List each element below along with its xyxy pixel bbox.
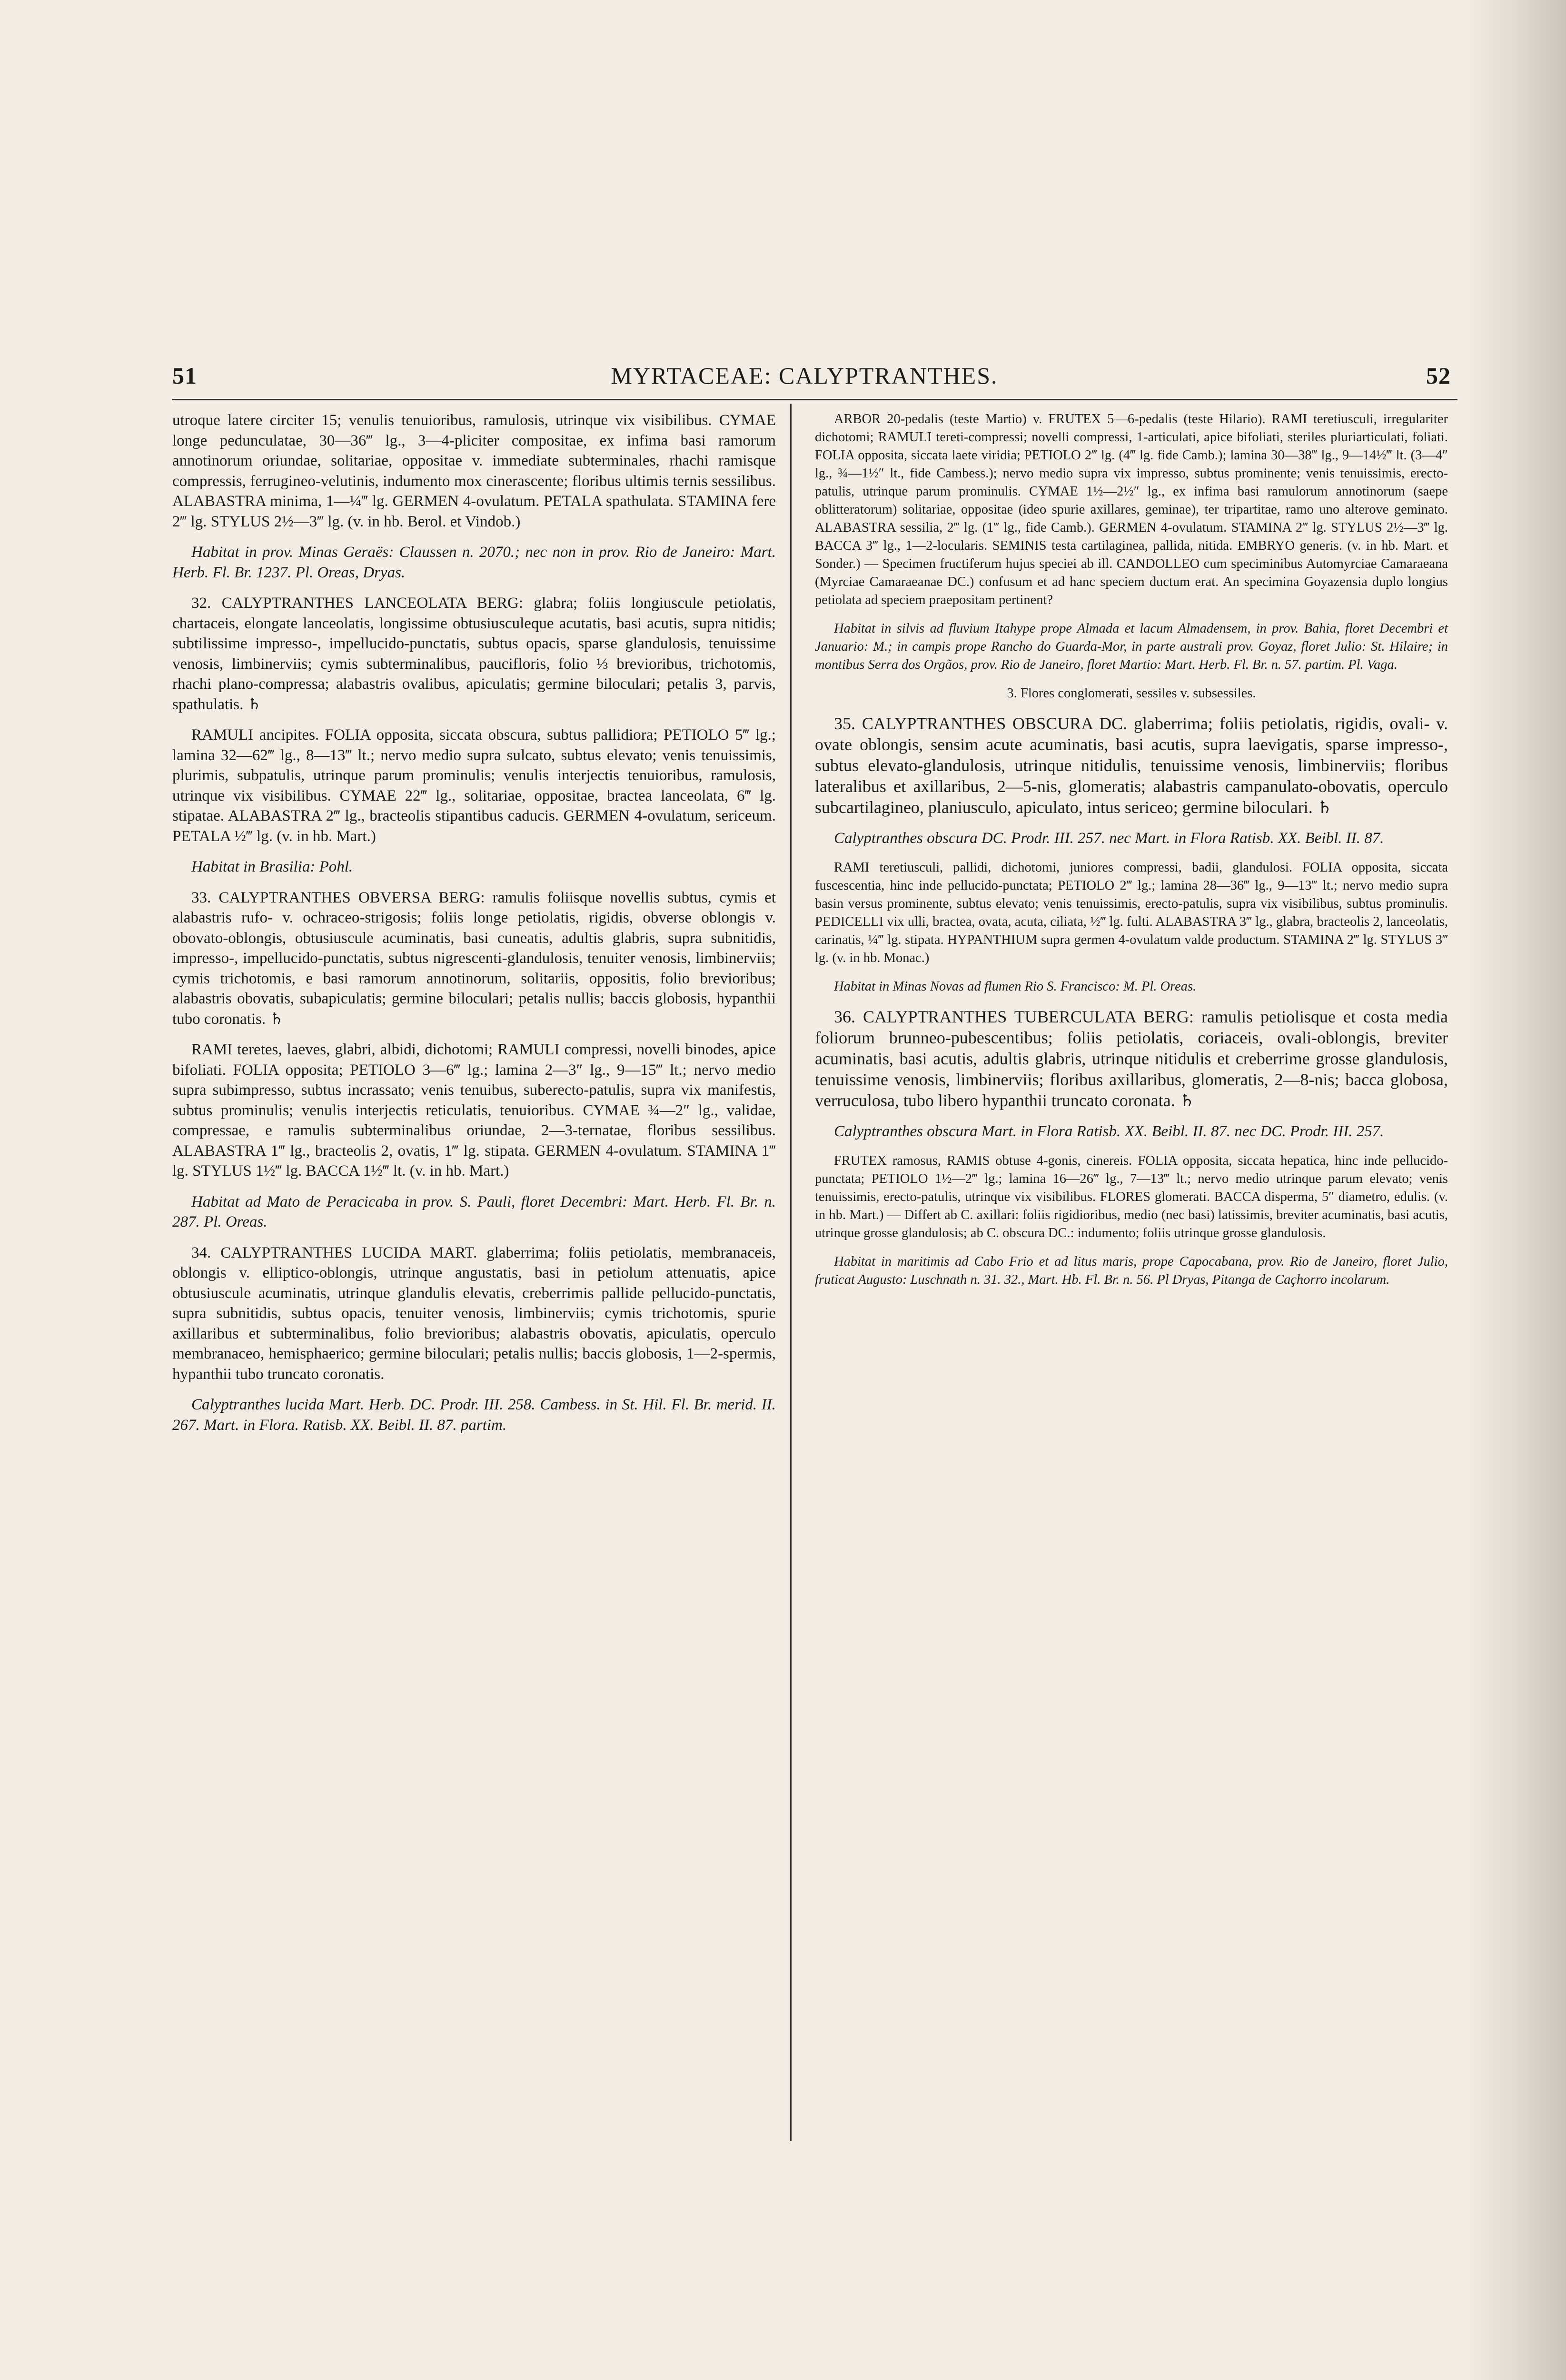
species-32-diagnosis: 32. CALYPTRANTHES LANCEOLATA BERG: glabra; foliis longiuscule petiolatis, chartaceis, elongate lanceolatis, longissime obtusiusculeque acutatis, basi acutis, supra nitidis; subtilissime impresso-, impellucido-punctatis, subtus opacis, sparse glandulosis, tenuissime venosis, limbinerviis; cymis subterminalibus, paucifloris, folio ⅓ brevioribus, trichotomis, rhachi plano-compressa; alabastris ovalibus, apiculatis; germine biloculari; petalis 3, parvis, spathulatis. ♄ <box>172 595 776 713</box>
habitat-34: Habitat in silvis ad fluvium Itahype prope Almada et lacum Almadensem, in prov. Bahia, floret Decembri et Januario: M.; in campis prope Rancho do Guarda-Mor, in parte australi prov. Goyaz, floret Julio: St. Hilaire; in montibus Serra dos Orgãos, prov. Rio de Janeiro, floret Martio: Mart. Herb. Fl. Br. n. 57. partim. Pl. Vaga. <box>815 621 1448 672</box>
column-rule <box>790 404 792 2141</box>
species-36-description: FRUTEX ramosus, RAMIS obtuse 4-gonis, cinereis. FOLIA opposita, siccata hepatica, hinc inde pellucido-punctata; PETIOLO 1½—2‴ lg.; lamina 16—26‴ lg., 7—13‴ lt.; nervo medio utrinque parum elevato; venis tenuissimis, erecto-patulis, utrinque vix visibilibus. FLORES glomerati. BACCA disperma, 5″ diametro, edulis. (v. in hb. Mart.) — Differt ab C. axillari: foliis rigidioribus, medio (nec basi) latissimis, breviter acuminatis, basi acutis, utrinque grosse glandulosis; ab C. obscura DC.: indumento; foliis utrinque grosse glandulosis. <box>815 1153 1448 1240</box>
right-column <box>815 410 1448 1289</box>
habitat-35: Habitat in Minas Novas ad flumen Rio S. Francisco: M. Pl. Oreas. <box>834 979 1197 994</box>
species-34-description: ARBOR 20-pedalis (teste Martio) v. FRUTEX 5—6-pedalis (teste Hilario). RAMI teretiusculi, irregulariter dichotomi; RAMULI tereti-compressi; novelli compressi, 1-articulati, apice bifoliati, steriles pluriarticulati, foliati. FOLIA opposita, siccata laete viridia; PETIOLO 2‴ lg. (4‴ lg. fide Camb.); lamina 30—38‴ lg., 9—14½‴ lt. (3—4″ lg., ¾—1½″ lt., fide Cambess.); nervo medio supra vix impresso, subtus prominente; venis tenuissimis, erecto-patulis, utrinque parum prominulis. CYMAE 1½—2½″ lg., ex infima basi ramulorum annotinorum (saepe oblitteratorum) solitariae, oppositae (ideo spurie axillares, geminae), ter tripartitae, ramo uno alterove geminato. ALABASTRA sessilia, 2‴ lg. (1‴ lg., fide Camb.). GERMEN 4-ovulatum. STAMINA 2‴ lg. STYLUS 2½—3‴ lg. BACCA 3‴ lg., 1—2-locularis. SEMINIS testa cartilaginea, pallida, nitida. EMBRYO generis. (v. in hb. Mart. et Sonder.) — Specimen fructiferum hujus speciei ab ill. CANDOLLEO cum speciminibus Automyrciae Camaraeana (Myrciae Camaraeanae DC.) confusum et ad hanc speciem ductum erat. An specimina Goyazensia duplo longius petiolata ad speciem praepositam pertinent? <box>815 412 1448 607</box>
page-number-right: 52 <box>1426 362 1451 389</box>
habitat-33: Habitat ad Mato de Peracicaba in prov. S. Pauli, floret Decembri: Mart. Herb. Fl. Br. n. 287. Pl. Oreas. <box>172 1193 776 1230</box>
paragraph-description-31-end: utroque latere circiter 15; venulis tenuioribus, ramulosis, utrinque vix visibilibus. CYMAE longe pedunculatae, 30—36‴ lg., 3—4-pliciter compositae, ex infima basi ramorum annotinorum oriundae, solitariae, oppositae v. immediate subterminales, rhachi ramisque compressis, ferrugineo-velutinis, indumento mox cinerascente; floribus ultimis ternis sessilibus. ALABASTRA minima, 1—¼‴ lg. GERMEN 4-ovulatum. PETALA spathulata. STAMINA fere 2‴ lg. STYLUS 2½—3‴ lg. (v. in hb. Berol. et Vindob.) <box>172 412 776 530</box>
habitat-31: Habitat in prov. Minas Geraës: Claussen n. 2070.; nec non in prov. Rio de Janeiro: Mart. Herb. Fl. Br. 1237. Pl. Oreas, Dryas. <box>172 544 776 581</box>
species-33-description: RAMI teretes, laeves, glabri, albidi, dichotomi; RAMULI compressi, novelli binodes, apice bifoliati. FOLIA opposita; PETIOLO 3—6‴ lg.; lamina 2—3″ lg., 9—15‴ lt.; nervo medio supra subimpresso, subtus incrassato; venis tenuibus, suberecto-patulis, supra vix manifestis, subtus prominulis; venulis interjectis reticulatis, tenuioribus. CYMAE ¾—2″ lg., validae, compressae, e ramulis subterminalibus oriundae, 2—3-ternatae, floribus sessilibus. ALABASTRA 1‴ lg., bracteolis 2, ovatis, 1‴ lg. stipata. GERMEN 4-ovulatum. STAMINA 1‴ lg. STYLUS 1½‴ lg. BACCA 1½‴ lt. (v. in hb. Mart.) <box>172 1041 776 1180</box>
species-35-synonymy: Calyptranthes obscura DC. Prodr. III. 257. nec Mart. in Flora Ratisb. XX. Beibl. II. 87. <box>834 830 1384 847</box>
running-title: MYRTACEAE: CALYPTRANTHES. <box>611 362 998 389</box>
species-34-diagnosis: 34. CALYPTRANTHES LUCIDA MART. glaberrima; foliis petiolatis, membranaceis, oblongis v. elliptico-oblongis, utrinque angustatis, basi in petiolum attenuatis, apice obtusiuscule acuminatis, utrinque glandulis elevatis, creberrimis pallide pellucido-punctatis, supra subnitidis, subtus opacis, tenuiter venosis, limbinerviis; cymis trichotomis, spurie axillaribus et subterminalibus, folio brevioribus; alabastris obovatis, apiculatis, operculo membranaceo, hemisphaerico; germine biloculari; petalis nullis; baccis globosis, 1—2-spermis, hypanthii tubo truncato coronatis. <box>172 1244 776 1383</box>
header-rule <box>172 399 1457 400</box>
species-36-diagnosis: 36. CALYPTRANTHES TUBERCULATA BERG: ramulis petiolisque et costa media foliorum brunneo-pubescentibus; foliis petiolatis, coriaceis, ovali-oblongis, breviter acuminatis, basi acutis, adultis glabris, utrinque nitidulis et creberrime grosse glandulosis, tenuissime venosis, limbinerviis; floribus axillaribus, glomeratis, 2—8-nis; bacca globosa, verruculosa, tubo libero hypanthii truncato coronata. ♄ <box>815 1007 1448 1110</box>
page-header <box>0 362 1566 395</box>
species-32-description: RAMULI ancipites. FOLIA opposita, siccata obscura, subtus pallidiora; PETIOLO 5‴ lg.; lamina 32—62‴ lg., 8—13‴ lt.; nervo medio supra sulcato, subtus elevato; venis tenuissimis, plurimis, subpatulis, utrinque parum prominulis; venulis interjectis tenuioribus, ramulosis, utrinque vix visibilibus. CYMAE 22‴ lg., solitariae, oppositae, bractea lanceolata, 6‴ lg. stipatae. ALABASTRA 2‴ lg., bracteolis stipantibus caducis. GERMEN 4-ovulatum, sericeum. PETALA ½‴ lg. (v. in hb. Mart.) <box>172 726 776 845</box>
species-35-description: RAMI teretiusculi, pallidi, dichotomi, juniores compressi, badii, glandulosi. FOLIA opposita, siccata fuscescentia, hinc inde pellucido-punctata; PETIOLO 2‴ lg.; lamina 28—36‴ lg., 9—13‴ lt.; nervo medio supra basin versus prominente, subtus elevato; venis tenuissimis, erecto-patulis, supra vix visibilibus, subtus prominulis. PEDICELLI vix ulli, bractea, ovata, acuta, ciliata, ½‴ lg. fulti. ALABASTRA 3‴ lg., glabra, bracteolis 2, lanceolatis, carinatis, ¼‴ lg. stipata. HYPANTHIUM supra germen 4-ovulatum valde productum. STAMINA 2‴ lg. STYLUS 3‴ lg. (v. in hb. Monac.) <box>815 860 1448 965</box>
species-35-diagnosis: 35. CALYPTRANTHES OBSCURA DC. glaberrima; foliis petiolatis, rigidis, ovali- v. ovate oblongis, sensim acute acuminatis, basi acutis, supra laevigatis, sparse impresso-, subtus elevato-glandulosis, utrinque nitidulis, tenuissime venosis, limbinerviis; floribus lateralibus et axillaribus, 2—5-nis, glomeratis; alabastris campanulato-obovatis, operculo subcartilagineo, planiusculo, apiculato, intus sericeo; germine biloculari. ♄ <box>815 714 1448 817</box>
habitat-32: Habitat in Brasilia: Pohl. <box>191 858 353 875</box>
page-number-left: 51 <box>172 362 197 389</box>
species-33-diagnosis: 33. CALYPTRANTHES OBVERSA BERG: ramulis foliisque novellis subtus, cymis et alabastris rufo- v. ochraceo-strigosis; foliis longe petiolatis, rigidis, obverse oblongis v. obovato-oblongis, obtusiuscule acuminatis, basi cuneatis, adultis glabris, supra subnitidis, impresso-, impellucido-punctatis, subtus nigrescenti-glandulosis, tenuiter venosis, limbinerviis; cymis trichotomis, e basi ramorum annotinorum, solitariis, oppositis, folio brevioribus; alabastris obovatis, subapiculatis; germine biloculari; petalis nullis; baccis globosis, hypanthii tubo coronatis. ♄ <box>172 889 776 1028</box>
page-gutter-shadow <box>1466 0 1566 2380</box>
species-34-synonymy: Calyptranthes lucida Mart. Herb. DC. Prodr. III. 258. Cambess. in St. Hil. Fl. Br. merid. II. 267. Mart. in Flora. Ratisb. XX. Beibl. II. 87. partim. <box>172 1396 776 1434</box>
left-column <box>172 410 776 1435</box>
habitat-36: Habitat in maritimis ad Cabo Frio et ad litus maris, prope Capocabana, prov. Rio de Janeiro, floret Julio, fruticat Augusto: Luschnath n. 31. 32., Mart. Hb. Fl. Br. n. 56. Pl Dryas, Pitanga de Caçhorro incolarum. <box>815 1254 1448 1287</box>
section-heading-flores-conglomerati: 3. Flores conglomerati, sessiles v. subsessiles. <box>1007 686 1256 701</box>
species-36-synonymy: Calyptranthes obscura Mart. in Flora Ratisb. XX. Beibl. II. 87. nec DC. Prodr. III. 257. <box>834 1123 1384 1140</box>
